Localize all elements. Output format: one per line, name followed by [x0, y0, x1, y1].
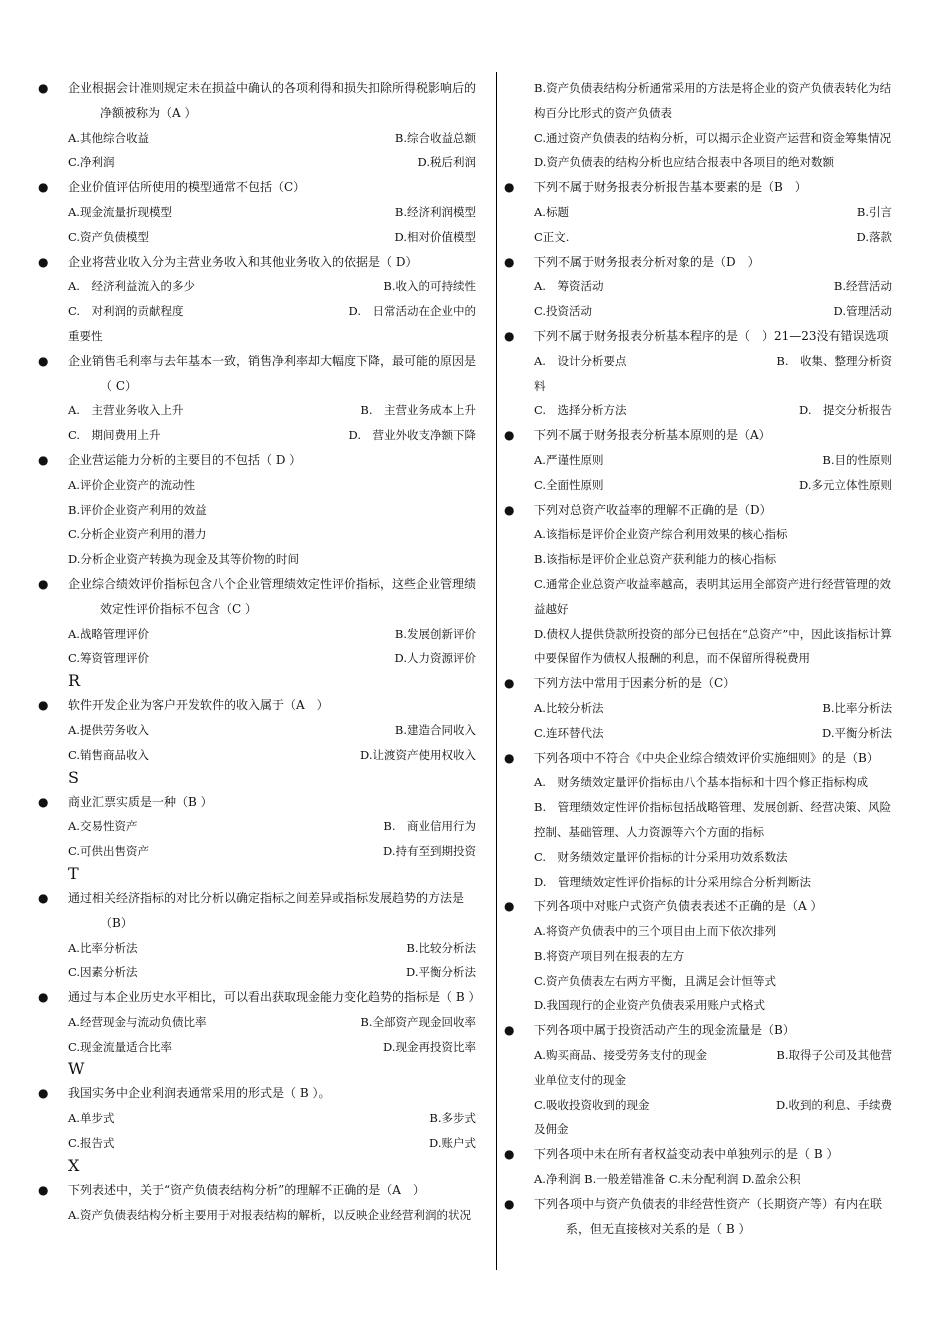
option-text: B.多步式	[429, 1111, 476, 1126]
option-text: D. 管理绩效定性评价指标的计分采用综合分析判断法	[534, 874, 811, 889]
question-item	[502, 1018, 892, 1043]
section-letter: W	[68, 1059, 85, 1079]
option-text: C.通过资产负债表的结构分析，可以揭示企业资产运营和资金筹集情况	[534, 130, 892, 145]
option-text: B. 管理绩效定性评价指标包括战略管理、发展创新、经营决策、风险控制、基础管理、人力资源等六个方面的指标	[534, 800, 892, 839]
option-text: C.净利润	[68, 155, 115, 170]
bullet-icon: ●	[38, 890, 49, 905]
options-block	[36, 1203, 476, 1228]
option-text: A. 设计分析要点	[534, 353, 627, 368]
option-row	[534, 448, 892, 473]
bullet-icon: ●	[38, 1182, 49, 1197]
option-text: A.提供劳务收入	[68, 722, 149, 737]
bullet-icon: ●	[504, 899, 515, 914]
options-block	[36, 718, 476, 768]
options-block	[36, 814, 476, 864]
question-item	[36, 693, 476, 718]
option-text: C.分析企业资产利用的潜力	[68, 527, 207, 542]
question-item	[502, 250, 892, 275]
bullet-icon: ●	[504, 328, 515, 343]
option-text: A.资产负债表结构分析主要用于对报表结构的解析，以反映企业经营利润的状况	[68, 1207, 471, 1222]
section-letter: R	[68, 671, 81, 691]
option-row	[68, 718, 476, 743]
option-text: C.可供出售资产	[68, 844, 150, 859]
question-item	[36, 250, 476, 275]
question-text: 下列不属于财务报表分析基本程序的是（ ）21—23没有错误选项	[534, 328, 889, 343]
question-text: 下列不属于财务报表分析对象的是（D ）	[534, 254, 760, 269]
option-text: 及佣金	[534, 1122, 569, 1137]
option-row	[534, 274, 892, 299]
option-row	[534, 696, 892, 721]
question-text: 下列各项中属于投资活动产生的现金流量是（B）	[534, 1023, 795, 1038]
option-row	[534, 299, 892, 324]
option-text: A. 经济利益流入的多少	[68, 279, 195, 294]
option-text: C.通常企业总资产收益率越高，表明其运用全部资产进行经营管理的效益越好	[534, 576, 892, 616]
options-block	[502, 919, 892, 1018]
option-text: D.资产负债表的结构分析也应结合报表中各项目的绝对数额	[534, 155, 834, 170]
option-row	[68, 960, 476, 985]
options-block	[36, 936, 476, 986]
option-text: C. 对利润的贡献程度	[68, 304, 184, 319]
option-text: A.经营现金与流动负债比率	[68, 1014, 207, 1029]
option-text: C. 财务绩效定量评价指标的计分采用功效系数法	[534, 849, 788, 864]
option-row	[534, 721, 892, 746]
option-text: B.目的性原则	[822, 452, 892, 467]
option-row	[534, 473, 892, 498]
bullet-icon: ●	[504, 254, 515, 269]
option-text: A.购买商品、接受劳务支付的现金	[534, 1048, 707, 1063]
option-text: B.资产负债表结构分析通常采用的方法是将企业的资产负债表转化为结构百分比形式的资产负债表	[534, 81, 892, 120]
bullet-icon: ●	[38, 794, 49, 809]
option-text: D.我国现行的企业资产负债表采用账户式格式	[534, 998, 765, 1013]
question-text: 下列不属于财务报表分析报告基本要素的是（B ）	[534, 180, 807, 195]
bullet-icon: ●	[504, 180, 515, 195]
option-text: C正文.	[534, 229, 570, 244]
option-text: D.收到的利息、手续费	[776, 1097, 892, 1112]
options-block	[36, 126, 476, 176]
question-item	[502, 894, 892, 919]
option-row	[534, 1043, 892, 1068]
option-text: C.全面性原则	[534, 477, 604, 492]
option-row	[68, 1010, 476, 1035]
option-text: C.销售商品收入	[68, 747, 150, 762]
options-block	[36, 473, 476, 572]
question-item	[502, 423, 892, 448]
option-text: 重要性	[68, 328, 103, 343]
option-text: C.资产负债模型	[68, 229, 150, 244]
option-text: B.引言	[856, 204, 892, 219]
question-text: 通过相关经济指标的对比分析以确定指标之间差异或指标发展趋势的方法是（B）	[68, 890, 465, 930]
question-text: 下列各项中不符合《中央企业综合绩效评价实施细则》的是（B）	[534, 750, 879, 765]
question-text: 下列对总资产收益率的理解不正确的是（D）	[534, 502, 772, 517]
question-text: 企业营运能力分析的主要目的不包括（ D ）	[68, 452, 302, 467]
option-row	[68, 839, 476, 864]
option-row	[68, 150, 476, 175]
option-text: A.比率分析法	[68, 940, 138, 955]
option-text: D.让渡资产使用权收入	[360, 747, 476, 762]
question-item	[36, 572, 476, 622]
option-text: D.落款	[856, 229, 892, 244]
option-text: B.评价企业资产利用的效益	[68, 502, 207, 517]
question-item	[36, 886, 476, 936]
question-item	[36, 790, 476, 815]
option-text: A. 财务绩效定量评价指标由八个基本指标和十四个修正指标构成	[534, 775, 868, 790]
question-text: 商业汇票实质是一种（B ）	[68, 794, 213, 809]
bullet-icon: ●	[38, 698, 49, 713]
option-text: C. 选择分析方法	[534, 403, 627, 418]
option-text: D.分析企业资产转换为现金及其等价物的时间	[68, 552, 299, 567]
options-block	[502, 696, 892, 746]
question-item	[502, 671, 892, 696]
option-row	[68, 936, 476, 961]
option-text: C.现金流量适合比率	[68, 1039, 173, 1054]
option-text: C.报告式	[68, 1136, 115, 1151]
section-letter: X	[68, 1155, 80, 1175]
right-column	[502, 76, 892, 1241]
option-row	[534, 398, 892, 423]
bullet-icon: ●	[38, 254, 49, 269]
question-item	[36, 1178, 476, 1203]
option-row	[68, 646, 476, 671]
option-row	[68, 814, 476, 839]
question-text: 下列各项中对账户式资产负债表表述不正确的是（A ）	[534, 899, 823, 914]
question-item	[36, 175, 476, 200]
bullet-icon: ●	[38, 452, 49, 467]
question-item	[36, 448, 476, 473]
option-row	[68, 743, 476, 768]
option-text: D.平衡分析法	[406, 965, 476, 980]
option-row	[534, 225, 892, 250]
question-text: 下列各项中未在所有者权益变动表中单独列示的是（ B ）	[534, 1147, 839, 1162]
left-column	[36, 76, 481, 1227]
option-row	[68, 1131, 476, 1156]
question-item	[36, 76, 476, 126]
question-text: 企业根据会计准则规定未在损益中确认的各项利得和损失扣除所得税影响后的净额被称为（A ）	[68, 81, 477, 120]
option-row	[68, 1106, 476, 1131]
bullet-icon: ●	[504, 1196, 515, 1211]
option-row	[68, 1035, 476, 1060]
options-block	[502, 770, 892, 894]
bullet-icon: ●	[38, 180, 49, 195]
option-text: A.现金流量折现模型	[68, 204, 172, 219]
bullet-icon: ●	[504, 502, 515, 517]
option-text: D. 日常活动在企业中的	[348, 304, 476, 319]
option-text: B.发展创新评价	[394, 626, 476, 641]
option-text: B.综合收益总额	[394, 130, 476, 145]
option-text: C.连环替代法	[534, 725, 604, 740]
options-block	[502, 522, 892, 671]
option-text: C.投资活动	[534, 304, 593, 319]
section-letter: T	[68, 863, 79, 883]
question-text: 企业综合绩效评价指标包含八个企业管理绩效定性评价指标，这些企业管理绩效定性评价指标不包含（C ）	[68, 576, 477, 616]
option-text: C.筹资管理评价	[68, 651, 150, 666]
options-block	[502, 1167, 892, 1192]
option-text: D.持有至到期投资	[383, 844, 476, 859]
option-text: C.因素分析法	[68, 965, 138, 980]
question-item	[502, 746, 892, 771]
question-item	[502, 1142, 892, 1167]
question-text: 企业将营业收入分为主营业务收入和其他业务收入的依据是（ D）	[68, 254, 418, 269]
option-text: A.单步式	[68, 1111, 115, 1126]
question-text: 企业价值评估所使用的模型通常不包括（C）	[68, 180, 306, 195]
option-text: A.战略管理评价	[68, 626, 149, 641]
option-text: D.人力资源评价	[394, 651, 476, 666]
option-text: B.建造合同收入	[394, 722, 476, 737]
options-block	[36, 398, 476, 448]
option-row	[534, 1093, 892, 1118]
option-text: B.比率分析法	[822, 700, 892, 715]
option-text: A.其他综合收益	[68, 130, 149, 145]
bullet-icon: ●	[504, 428, 515, 443]
question-text: 下列表述中，关于“资产负债表结构分析”的理解不正确的是（A ）	[68, 1182, 425, 1197]
option-text: A.将资产负债表中的三个项目由上而下依次排列	[534, 924, 776, 939]
bullet-icon: ●	[38, 81, 49, 95]
question-text: 下列各项中与资产负债表的非经营性资产（长期资产等）有内在联系，但无直接核对关系的是（ B ）	[534, 1196, 883, 1236]
option-text: A.标题	[534, 204, 569, 219]
bullet-icon: ●	[38, 353, 49, 368]
question-text: 通过与本企业历史水平相比，可以看出获取现金能力变化趋势的指标是（ B ）	[68, 990, 481, 1005]
column-divider	[496, 72, 497, 1270]
option-text: B.将资产项目列在报表的左方	[534, 948, 685, 963]
option-text: B.取得子公司及其他营	[776, 1048, 892, 1063]
option-text: 料	[534, 378, 546, 393]
option-row	[68, 299, 476, 324]
option-text: B. 收集、整理分析资	[776, 353, 892, 368]
question-text: 我国实务中企业利润表通常采用的形式是（ B ）。	[68, 1086, 331, 1101]
option-text: 业单位支付的现金	[534, 1072, 626, 1087]
option-row	[68, 126, 476, 151]
options-block	[502, 274, 892, 324]
question-text: 下列不属于财务报表分析基本原则的是（A）	[534, 428, 771, 443]
question-item	[502, 1192, 892, 1242]
bullet-icon: ●	[504, 750, 515, 765]
options-block	[502, 349, 892, 423]
option-row	[68, 622, 476, 647]
option-text: D.相对价值模型	[394, 229, 476, 244]
option-text: D. 提交分析报告	[799, 403, 892, 418]
option-text: B.该指标是评价企业总资产获利能力的核心指标	[534, 552, 777, 567]
option-text: B.比较分析法	[406, 940, 476, 955]
question-item	[36, 349, 476, 399]
section-letter: S	[68, 767, 79, 787]
option-text: D.税后利润	[417, 155, 476, 170]
option-text: B.经营活动	[833, 279, 892, 294]
option-row	[68, 423, 476, 448]
continued-options	[502, 76, 892, 175]
option-text: D.现金再投资比率	[383, 1039, 476, 1054]
option-text: A.严谨性原则	[534, 452, 604, 467]
option-row	[534, 200, 892, 225]
option-text: D.平衡分析法	[822, 725, 892, 740]
option-text: B.经济利润模型	[394, 204, 476, 219]
question-item	[502, 324, 892, 349]
option-text: B.全部资产现金回收率	[360, 1014, 476, 1029]
bullet-icon: ●	[504, 1023, 515, 1038]
question-item	[502, 175, 892, 200]
option-text: B. 商业信用行为	[383, 819, 476, 834]
option-text: B.收入的可持续性	[383, 279, 476, 294]
question-text: 下列方法中常用于因素分析的是（C）	[534, 676, 736, 691]
option-text: D.多元立体性原则	[799, 477, 892, 492]
question-item	[502, 498, 892, 523]
options-block	[36, 200, 476, 250]
options-block	[502, 200, 892, 250]
question-text: 企业销售毛利率与去年基本一致，销售净利率却大幅度下降，最可能的原因是（ C）	[68, 353, 477, 393]
option-text: C.资产负债表左右两方平衡，且满足会计恒等式	[534, 973, 777, 988]
option-text: C.吸收投资收到的现金	[534, 1097, 650, 1112]
bullet-icon: ●	[504, 676, 515, 691]
option-text: A.交易性资产	[68, 819, 138, 834]
bullet-icon: ●	[504, 1147, 515, 1162]
option-text: A.该指标是评价企业资产综合利用效果的核心指标	[534, 527, 788, 542]
option-row	[68, 398, 476, 423]
option-text: A.比较分析法	[534, 700, 604, 715]
option-row	[534, 349, 892, 374]
option-text: A. 筹资活动	[534, 279, 604, 294]
option-text: B. 主营业务成本上升	[360, 403, 476, 418]
options-block	[36, 274, 476, 348]
option-text: D.账户式	[429, 1136, 476, 1151]
question-item	[36, 985, 481, 1010]
option-text: D.管理活动	[833, 304, 892, 319]
options-block	[36, 1010, 476, 1060]
options-block	[36, 622, 476, 672]
option-text: A.净利润 B.一般差错准备 C.未分配利润 D.盈余公积	[534, 1172, 801, 1187]
option-row	[68, 200, 476, 225]
option-row	[68, 225, 476, 250]
bullet-icon: ●	[38, 1086, 49, 1101]
option-text: C. 期间费用上升	[68, 428, 161, 443]
option-text: A.评价企业资产的流动性	[68, 477, 195, 492]
option-row	[68, 274, 476, 299]
question-item	[36, 1081, 476, 1106]
options-block	[502, 448, 892, 498]
option-text: D.债权人提供贷款所投资的部分已包括在“总资产”中，因此该指标计算中要保留作为债权人报酬的利息，而不保留所得税费用	[534, 626, 892, 666]
options-block	[36, 1106, 476, 1156]
option-text: D. 营业外收支净额下降	[348, 428, 476, 443]
bullet-icon: ●	[38, 576, 49, 591]
bullet-icon: ●	[38, 990, 49, 1005]
option-text: A. 主营业务收入上升	[68, 403, 184, 418]
options-block	[502, 1043, 892, 1142]
question-text: 软件开发企业为客户开发软件的收入属于（A ）	[68, 698, 329, 713]
